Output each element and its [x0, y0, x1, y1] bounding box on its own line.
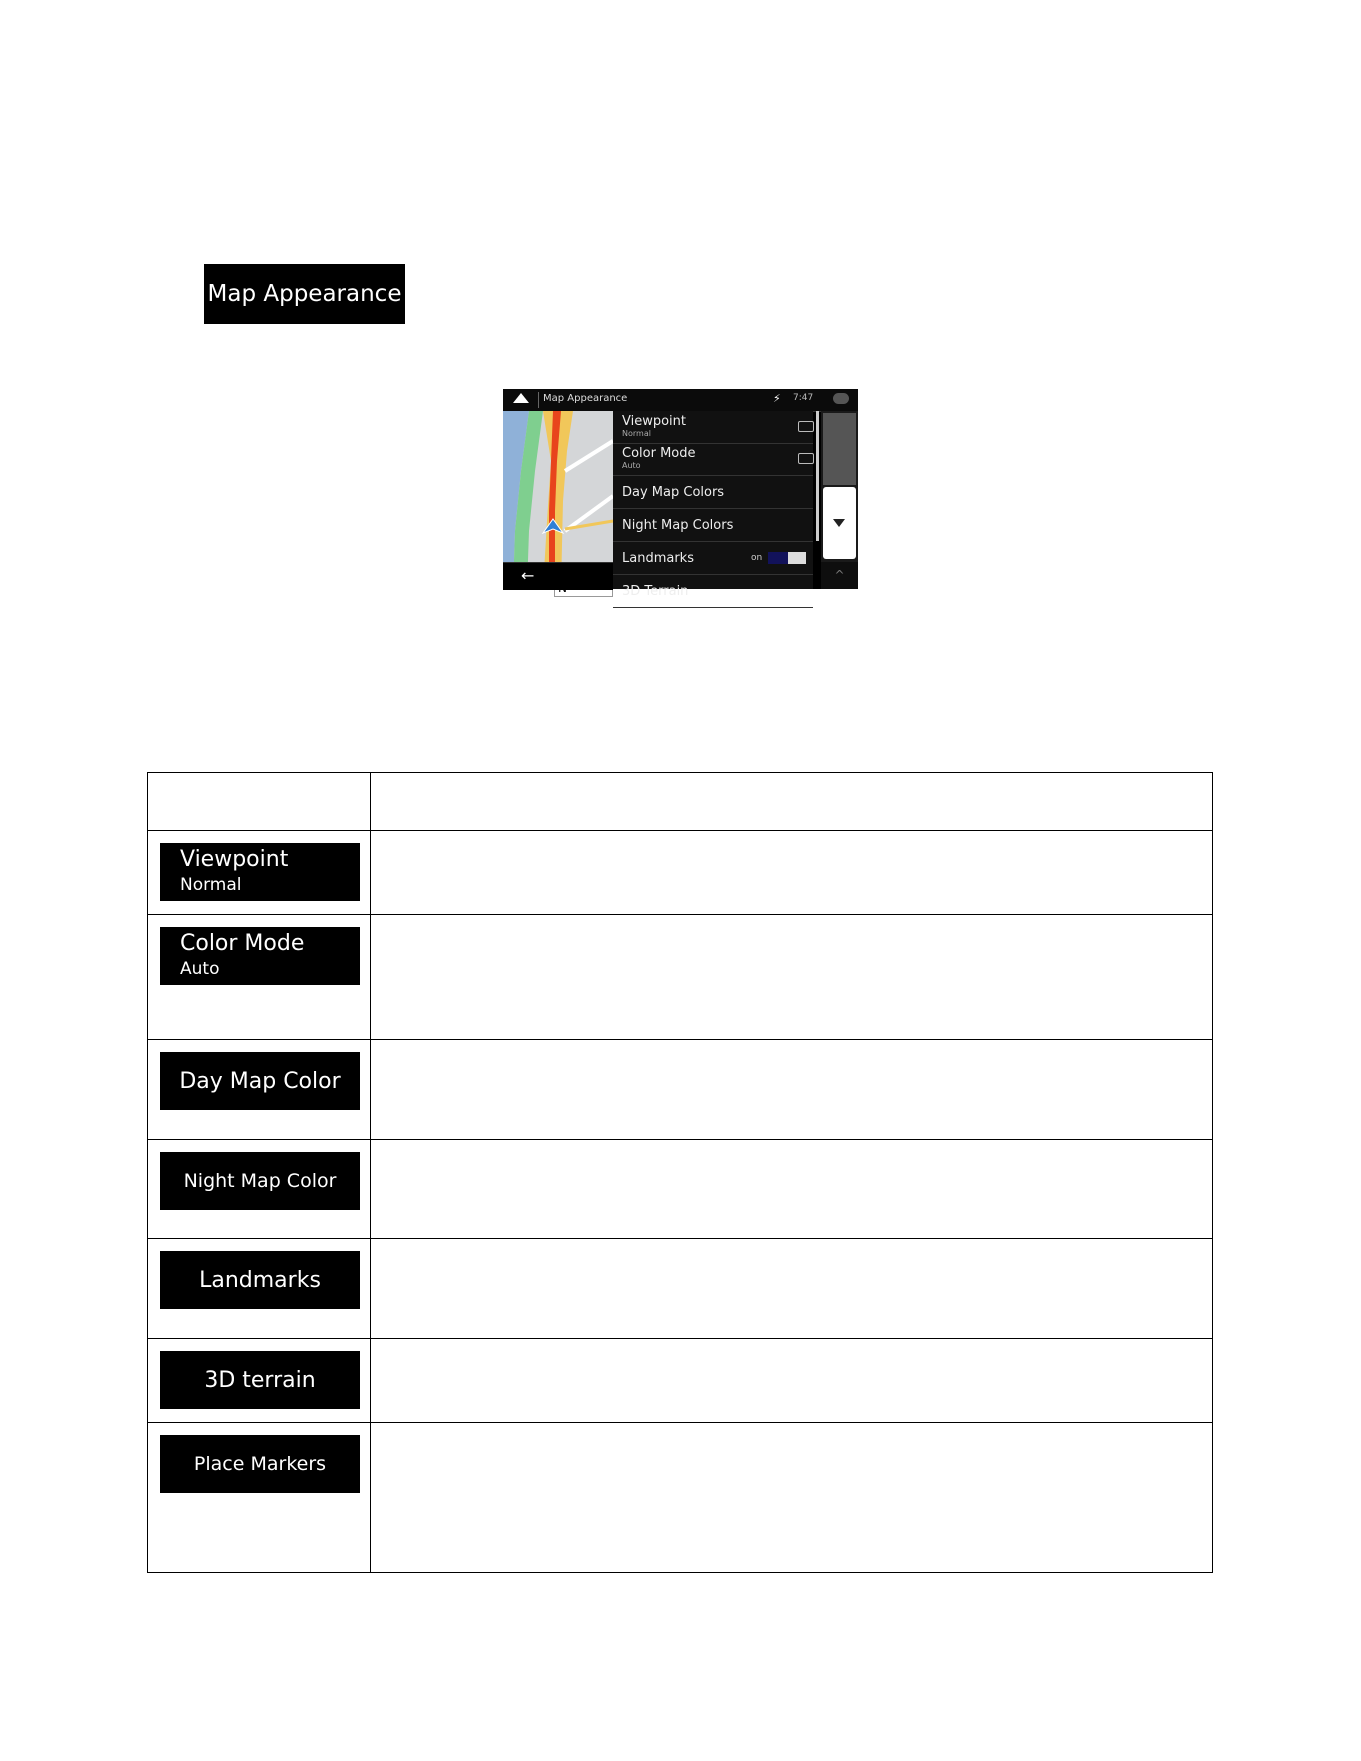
description-cell: [370, 915, 1212, 1040]
description-cell: [370, 1140, 1212, 1239]
item-label: Color Mode: [622, 446, 696, 461]
scrollbar[interactable]: [816, 411, 819, 541]
button-cell: [148, 1140, 371, 1239]
button-value: Auto: [180, 959, 220, 979]
button-cell: [148, 1423, 371, 1573]
item-label: Night Map Colors: [622, 518, 734, 533]
item-label: Day Map Colors: [622, 485, 725, 500]
button-cell: [148, 831, 371, 915]
item-label: 3D Terrain: [622, 584, 689, 599]
item-label: Landmarks: [622, 551, 694, 566]
item-value: Normal: [622, 429, 651, 438]
keyboard-icon: [798, 421, 814, 432]
settings-table: [147, 772, 1213, 1573]
button-value: Normal: [180, 875, 242, 895]
landmarks-button[interactable]: Landmarks: [160, 1251, 360, 1309]
list-item-landmarks[interactable]: [613, 542, 813, 575]
night-map-color-button[interactable]: Night Map Color: [160, 1152, 360, 1210]
device-top-bar: [503, 389, 858, 412]
message-icon[interactable]: [833, 393, 849, 404]
landmarks-toggle[interactable]: [768, 552, 806, 564]
item-label: Viewpoint: [622, 414, 687, 429]
device-time: 7:47: [793, 393, 814, 403]
button-label: Viewpoint: [180, 847, 289, 872]
table-header-row: [148, 773, 1213, 831]
button-cell: [148, 915, 371, 1040]
separator: [538, 392, 539, 408]
list-item-night-map-colors[interactable]: [613, 509, 813, 542]
description-cell: [370, 1239, 1212, 1339]
description-cell: [370, 1040, 1212, 1140]
list-item-color-mode[interactable]: [613, 443, 813, 476]
device-title: Map Appearance: [543, 393, 628, 404]
button-label: Color Mode: [180, 931, 305, 956]
table-row: [148, 1423, 1213, 1573]
settings-list: [613, 411, 813, 599]
header-cell: [148, 773, 371, 831]
map-appearance-button[interactable]: Map Appearance: [204, 264, 405, 324]
color-mode-button[interactable]: [160, 927, 360, 985]
list-item-3d-terrain[interactable]: [613, 575, 813, 608]
scroll-up-icon[interactable]: ^: [821, 562, 858, 589]
table-row: [148, 1339, 1213, 1423]
table-row: [148, 1040, 1213, 1140]
table-row: [148, 1140, 1213, 1239]
table-row: [148, 1239, 1213, 1339]
table-row: [148, 915, 1213, 1040]
gps-icon: ⚡: [773, 392, 781, 405]
day-map-color-button[interactable]: Day Map Color: [160, 1052, 360, 1110]
scroll-down-icon: [833, 519, 845, 527]
scroll-up-button[interactable]: [823, 413, 856, 485]
keyboard-icon: [798, 453, 814, 464]
back-arrow-icon[interactable]: ←: [521, 566, 535, 585]
device-bottom-bar: [503, 562, 613, 590]
button-cell: [148, 1040, 371, 1140]
3d-terrain-button[interactable]: 3D terrain: [160, 1351, 360, 1409]
description-cell: [370, 1423, 1212, 1573]
description-cell: [370, 1339, 1212, 1423]
scroll-down-button[interactable]: [823, 487, 856, 559]
button-cell: [148, 1239, 371, 1339]
description-cell: [370, 831, 1212, 915]
place-markers-button[interactable]: Place Markers: [160, 1435, 360, 1493]
button-cell: [148, 1339, 371, 1423]
toggle-knob: [768, 552, 788, 564]
list-item-viewpoint[interactable]: [613, 411, 813, 444]
navigation-arrow-icon[interactable]: [513, 393, 529, 403]
device-screenshot: [503, 389, 858, 599]
header-cell: [370, 773, 1212, 831]
toggle-state: on: [751, 553, 763, 563]
table-row: [148, 831, 1213, 915]
viewpoint-button[interactable]: [160, 843, 360, 901]
item-value: Auto: [622, 461, 641, 470]
list-item-day-map-colors[interactable]: [613, 476, 813, 509]
